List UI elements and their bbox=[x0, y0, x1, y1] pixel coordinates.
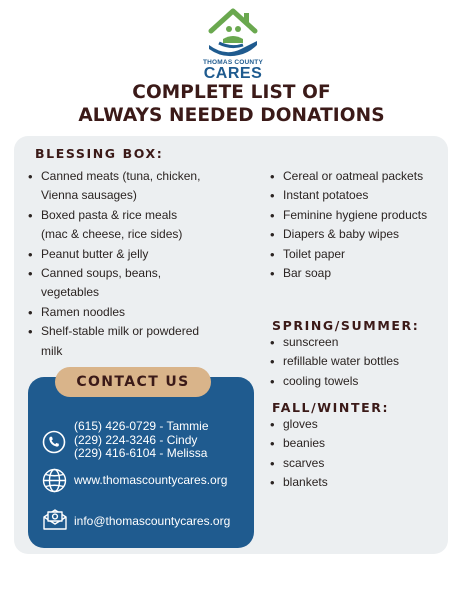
phone-link-melissa[interactable]: (229) 416-6104 - Melissa bbox=[74, 446, 208, 460]
list-item: • sunscreen bbox=[270, 333, 440, 352]
list-item: • Canned soups, beans, vegetables bbox=[28, 264, 243, 303]
phone-link-cindy[interactable]: (229) 224-3246 - Cindy bbox=[74, 432, 198, 447]
page-title-line-2: ALWAYS NEEDED DONATIONS bbox=[78, 105, 385, 126]
phone-icon bbox=[42, 430, 66, 459]
logo-text-thomas-county: THOMAS COUNTY bbox=[202, 59, 263, 66]
globe-icon bbox=[42, 468, 67, 498]
list-item: • Canned meats (tuna, chicken, Vienna sausages) bbox=[28, 167, 243, 206]
list-item: • Boxed pasta & rice meals (mac & cheese, rice sides) bbox=[28, 206, 243, 245]
page-title-line-1: COMPLETE LIST OF bbox=[132, 82, 331, 103]
spring-summer-list bbox=[270, 333, 440, 391]
list-item: • Feminine hygiene products bbox=[270, 206, 440, 225]
phone-numbers bbox=[74, 420, 209, 461]
list-item: • Ramen noodles bbox=[28, 303, 243, 322]
fall-winter-list bbox=[270, 415, 440, 493]
blessing-box-list-left bbox=[28, 167, 243, 361]
email-link[interactable]: info@thomascountycares.org bbox=[74, 514, 231, 528]
list-item: • refillable water bottles bbox=[270, 352, 440, 371]
list-item: • Toilet paper bbox=[270, 245, 440, 264]
email-icon bbox=[42, 507, 68, 536]
list-item: • blankets bbox=[270, 473, 440, 492]
list-item: • cooling towels bbox=[270, 372, 440, 391]
thomas-county-cares-logo bbox=[195, 5, 271, 82]
website-link[interactable]: www.thomascountycares.org bbox=[74, 473, 228, 487]
list-item: • Bar soap bbox=[270, 264, 440, 283]
blessing-box-heading: BLESSING BOX: bbox=[35, 146, 164, 161]
blessing-box-list-right bbox=[270, 167, 440, 283]
logo-text-cares: CARES bbox=[203, 65, 263, 82]
spring-summer-heading: SPRING/SUMMER: bbox=[272, 318, 420, 333]
list-item: • Peanut butter & jelly bbox=[28, 245, 243, 264]
house-hands-logo-icon bbox=[205, 5, 261, 59]
list-item: • Diapers & baby wipes bbox=[270, 225, 440, 244]
list-item: • Cereal or oatmeal packets bbox=[270, 167, 440, 186]
list-item: • scarves bbox=[270, 454, 440, 473]
contact-us-heading: CONTACT US bbox=[55, 367, 211, 397]
list-item: • Shelf-stable milk or powdered milk bbox=[28, 322, 243, 361]
list-item: • beanies bbox=[270, 434, 440, 453]
list-item: • gloves bbox=[270, 415, 440, 434]
list-item: • Instant potatoes bbox=[270, 186, 440, 205]
phone-link-tammie[interactable]: (615) 426-0729 - Tammie bbox=[74, 419, 209, 433]
fall-winter-heading: FALL/WINTER: bbox=[272, 400, 390, 415]
